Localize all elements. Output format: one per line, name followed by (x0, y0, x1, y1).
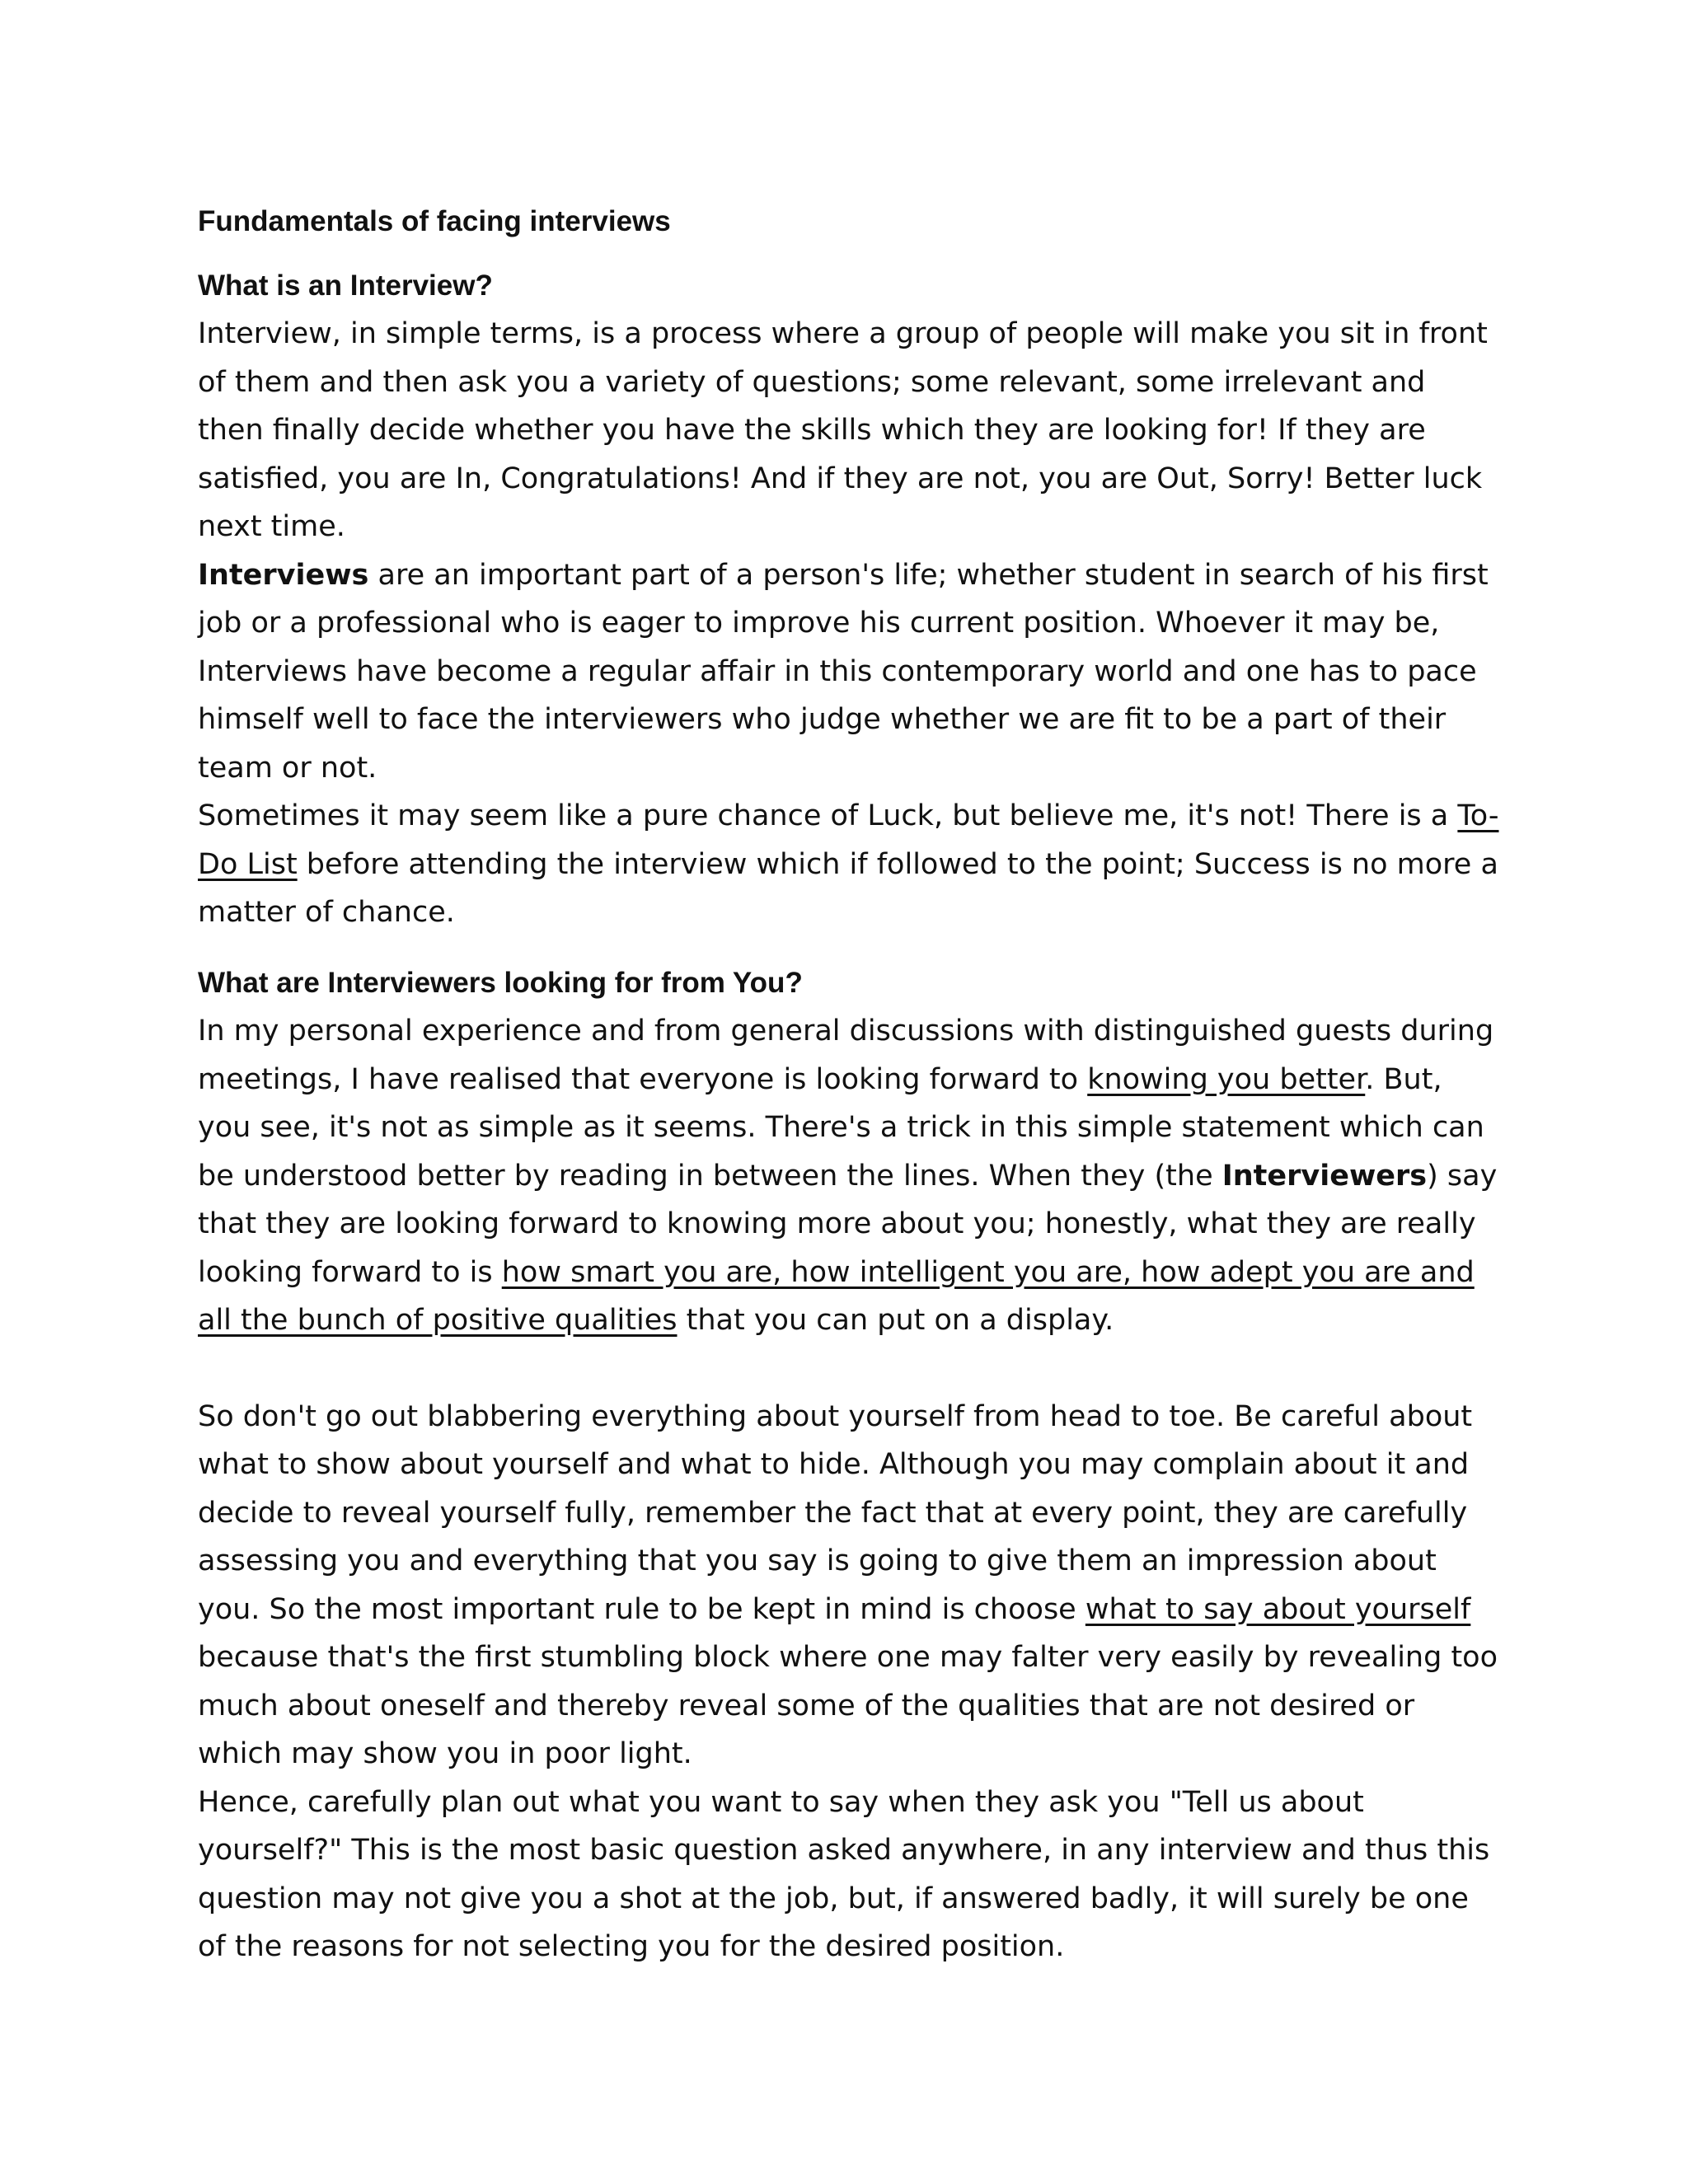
bold-term: Interviews (198, 558, 369, 592)
paragraph-text: because that's the first stumbling block where one may falter very easily by revealing too much about oneself and thereby reveal some of the qualities that are not desired or which may show you in poor light. (198, 1641, 1498, 1770)
bold-term: Interviewers (1221, 1159, 1428, 1193)
paragraph-text: are an important part of a person's life; whether student in search of his first job or a professional who is eager to improve his current position. Whoever it may be, Interviews have become a regular affair in this contemporary world and one has to pace himself well to face the interviewers who judge whether we are fit to be a part of their team or not. (198, 558, 1489, 785)
paragraph-text: In my personal experience and from general discussions with distinguished guests during meetings, I have realised that everyone is looking forward to (198, 1015, 1494, 1096)
document-page (198, 198, 1500, 1971)
paragraph-text: Sometimes it may seem like a pure chance of Luck, but believe me, it's not! There is a (198, 799, 1458, 832)
paragraph (198, 1779, 1500, 1971)
underlined-phrase: knowing you better (1087, 1062, 1366, 1096)
paragraph-text: that you can put on a display. (677, 1304, 1114, 1337)
section-heading-what-interviewers-look-for: What are Interviewers looking for from You? (198, 966, 803, 999)
paragraph-text: ) say that they are looking forward to knowing more about you; honestly, what they are really looking forward to is (198, 1159, 1498, 1289)
paragraph-text: So don't go out blabbering everything about yourself from head to toe. Be careful about what to show about yourself and what to hide. Although you may complain about it and decide to reveal yourself fully, remember the fact that at every point, they are carefully assessing you and everything that you say is going to give them an impression about you. So the most important rule to be kept in mind is choose (198, 1399, 1473, 1626)
paragraph-text: Hence, carefully plan out what you want to say when they ask you "Tell us about yourself?" This is the most basic question asked anywhere, in any interview and thus this question may not give you a shot at the job, but, if answered badly, it will surely be one of the reasons for not selecting you for the desired position. (198, 1785, 1490, 1963)
underlined-phrase: how smart you are, how intelligent you are, how adept you are and all the bunch of positive qualities (198, 1255, 1475, 1337)
underlined-phrase: what to say about yourself (1085, 1592, 1471, 1626)
paragraph (198, 310, 1500, 551)
paragraph (198, 1393, 1500, 1779)
paragraph-text: before attending the interview which if followed to the point; Success is no more a matter of chance. (198, 847, 1498, 929)
paragraph-spacer (198, 1345, 1500, 1393)
paragraph-text: Interview, in simple terms, is a process where a group of people will make you sit in front of them and then ask you a variety of questions; some relevant, some irrelevant and then finally decide whether you have the skills which they are looking for! If they are satisfied, you are In, Congratulations! And if they are not, you are Out, Sorry! Better luck next time. (198, 317, 1488, 543)
paragraph (198, 792, 1500, 937)
paragraph (198, 551, 1500, 793)
underlined-phrase: To-Do List (198, 799, 1499, 881)
section-heading-what-is-interview: What is an Interview? (198, 269, 493, 302)
document-title: Fundamentals of facing interviews (198, 205, 671, 237)
paragraph (198, 1007, 1500, 1345)
paragraph-text: . But, you see, it's not as simple as it seems. There's a trick in this simple statement which can be understood better by reading in between the lines. When they (the (198, 1062, 1484, 1193)
